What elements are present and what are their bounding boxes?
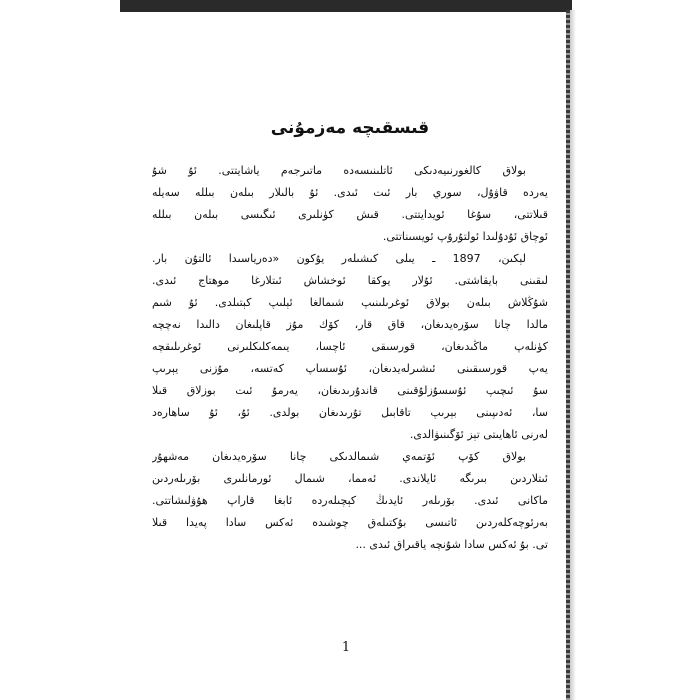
text-line: كۈنلەپ ماڭىدىغان، قورسىقى ئاچسا، يىمەكلىكلىرنى ئوغرىلىقچە <box>152 340 548 353</box>
spine-shadow <box>570 10 576 700</box>
text-line: ئىتلاردىن بىرىگە ئايلاندى. ئەمما، شىمال ئورمانلىرى بۆرىلەردىن <box>152 472 548 485</box>
scan-top-edge <box>120 0 572 12</box>
text-line: بولاق كالغورنىيەدىكى ئاتلىنىسەدە ماتىرجەم ياشايتتى. ئۇ شۇ <box>152 164 526 177</box>
text-line: مالدا چانا سۆرەيدىغان، قاق قار، كۆك مۇز قاپلىغان دالىدا نەچچە <box>152 318 548 331</box>
page-number: 1 <box>341 640 351 655</box>
text-block <box>152 116 548 556</box>
text-line: بولاق كۆپ ئۆتمەي شىمالدىكى چانا سۆرەيدىغان مەشھۇر <box>152 450 526 463</box>
text-line: سۇ ئىچىپ ئۇسسۇزلۇقىنى قاندۇرىدىغان، يەرمۇ ئىت بوزلاق قىلا <box>152 384 548 397</box>
text-line: لەرنى ئاھايىتى تېز ئۆگىنىۋالدى. <box>409 428 548 441</box>
paragraph-2 <box>152 248 548 446</box>
text-line: ماكانى ئىدى. بۆرىلەر ئايدىڭ كېچىلەردە ئابغا قاراپ ھۇۋلىشاتتى. <box>152 494 548 507</box>
text-line: لىقىنى بايقاشتى. ئۇلار يوكقا ئوخشاش ئىتلارغا موھتاج ئىدى. <box>152 274 548 287</box>
text-line: قىلاتتى، سۇغا ئويدايتتى. قىش كۈنلىرى ئىگىسى بىلەن بىللە <box>152 208 548 221</box>
text-line: يەپ قورسىقىنى ئىشىرلەيدىغان، ئۇسساپ كەتسە، مۇزنى يېرىپ <box>152 362 548 375</box>
text-line: لېكىن، 1897 ـ يىلى كىشىلەر يۇكون «دەرياسىدا ئالتۇن بار. <box>152 252 526 265</box>
text-line: تى. بۇ ئەكس سادا شۇنچە ياقىراق ئىدى ... <box>355 538 548 551</box>
text-line: يەردە قاۋۇل، سوري بار ئىت ئىدى. ئۇ بالىلار بىلەن بىللە سەيلە <box>152 186 548 199</box>
text-line: بەرئوچەكلەردىن ئاتىسى بۇكتىلەق چوشىدە ئەكس سادا پەيدا قىلا <box>152 516 548 529</box>
text-line: ئوچاق ئۇدۇلىدا ئولتۇرۇپ ئويسىناتتى. <box>382 230 548 243</box>
paragraph-3 <box>152 446 548 556</box>
text-line: سا، ئەدىپىنى بېرىپ تاقابىل تۇرىدىغان بولدى. ئۇ، ئۇ ساھارەد <box>152 406 548 419</box>
text-line: شۇڭلاش بىلەن بولاق ئوغرىلىنىپ شىمالغا ئېلىپ كېتىلدى. ئۇ شىم <box>152 296 548 309</box>
page-title: قىسقىچە مەزمۇنى <box>270 118 430 138</box>
paragraph-1 <box>152 160 548 248</box>
